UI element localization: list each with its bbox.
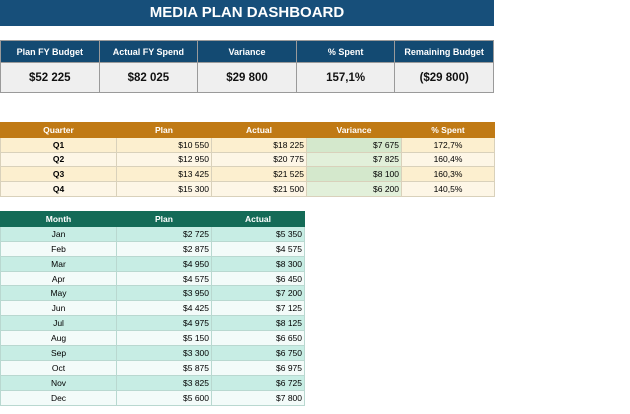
actual-cell[interactable]: $7 800 <box>212 390 305 405</box>
month-header-row <box>1 212 305 227</box>
plan-cell[interactable]: $4 975 <box>117 316 212 331</box>
actual-cell[interactable]: $8 300 <box>212 256 305 271</box>
plan-cell[interactable]: $2 875 <box>117 241 212 256</box>
kpi-header-variance: Variance <box>198 41 297 63</box>
plan-cell[interactable]: $2 725 <box>117 226 212 241</box>
kpi-header-plan-fy-budget: Plan FY Budget <box>1 41 100 63</box>
plan-cell[interactable]: $3 300 <box>117 346 212 361</box>
month-row <box>1 331 305 346</box>
percent-spent-col-header: % Spent <box>402 123 495 138</box>
kpi-value-percent-spent[interactable]: 157,1% <box>296 63 395 93</box>
actual-cell[interactable]: $5 350 <box>212 226 305 241</box>
percent-spent-cell[interactable]: 140,5% <box>402 182 495 197</box>
percent-spent-cell[interactable]: 160,4% <box>402 152 495 167</box>
actual-cell[interactable]: $7 125 <box>212 301 305 316</box>
quarter-header-row <box>1 123 495 138</box>
month-cell[interactable]: May <box>1 286 117 301</box>
kpi-header-row <box>1 41 494 63</box>
month-cell[interactable]: Dec <box>1 390 117 405</box>
kpi-header-remaining-budget: Remaining Budget <box>395 41 494 63</box>
month-cell[interactable]: Sep <box>1 346 117 361</box>
kpi-value-actual-fy-spend[interactable]: $82 025 <box>99 63 198 93</box>
actual-cell[interactable]: $6 750 <box>212 346 305 361</box>
plan-cell[interactable]: $3 825 <box>117 375 212 390</box>
month-table <box>0 211 305 406</box>
month-row <box>1 226 305 241</box>
plan-cell[interactable]: $10 550 <box>117 137 212 152</box>
plan-col-header: Plan <box>117 123 212 138</box>
quarter-cell[interactable]: Q2 <box>1 152 117 167</box>
quarter-cell[interactable]: Q4 <box>1 182 117 197</box>
month-cell[interactable]: Apr <box>1 271 117 286</box>
actual-cell[interactable]: $21 500 <box>212 182 307 197</box>
month-cell[interactable]: Aug <box>1 331 117 346</box>
actual-cell[interactable]: $6 450 <box>212 271 305 286</box>
month-row <box>1 375 305 390</box>
kpi-value-remaining-budget[interactable]: ($29 800) <box>395 63 494 93</box>
actual-cell[interactable]: $7 200 <box>212 286 305 301</box>
month-row <box>1 256 305 271</box>
actual-cell[interactable]: $6 725 <box>212 375 305 390</box>
month-cell[interactable]: Jul <box>1 316 117 331</box>
quarter-row <box>1 137 495 152</box>
kpi-value-row <box>1 63 494 93</box>
quarter-cell[interactable]: Q3 <box>1 167 117 182</box>
month-cell[interactable]: Jan <box>1 226 117 241</box>
month-row <box>1 360 305 375</box>
variance-cell[interactable]: $8 100 <box>307 167 402 182</box>
quarter-col-header: Quarter <box>1 123 117 138</box>
dashboard-title: MEDIA PLAN DASHBOARD <box>0 0 494 26</box>
plan-col-header: Plan <box>117 212 212 227</box>
kpi-summary-table <box>0 40 494 93</box>
actual-col-header: Actual <box>212 212 305 227</box>
percent-spent-cell[interactable]: 172,7% <box>402 137 495 152</box>
month-cell[interactable]: Jun <box>1 301 117 316</box>
variance-cell[interactable]: $7 675 <box>307 137 402 152</box>
month-cell[interactable]: Mar <box>1 256 117 271</box>
month-row <box>1 316 305 331</box>
month-cell[interactable]: Nov <box>1 375 117 390</box>
month-row <box>1 271 305 286</box>
variance-cell[interactable]: $6 200 <box>307 182 402 197</box>
actual-cell[interactable]: $18 225 <box>212 137 307 152</box>
month-row <box>1 390 305 405</box>
plan-cell[interactable]: $4 425 <box>117 301 212 316</box>
month-cell[interactable]: Oct <box>1 360 117 375</box>
actual-cell[interactable]: $6 650 <box>212 331 305 346</box>
plan-cell[interactable]: $5 600 <box>117 390 212 405</box>
month-col-header: Month <box>1 212 117 227</box>
actual-cell[interactable]: $20 775 <box>212 152 307 167</box>
percent-spent-cell[interactable]: 160,3% <box>402 167 495 182</box>
actual-cell[interactable]: $4 575 <box>212 241 305 256</box>
actual-col-header: Actual <box>212 123 307 138</box>
plan-cell[interactable]: $15 300 <box>117 182 212 197</box>
quarter-row <box>1 152 495 167</box>
quarter-cell[interactable]: Q1 <box>1 137 117 152</box>
kpi-header-actual-fy-spend: Actual FY Spend <box>99 41 198 63</box>
actual-cell[interactable]: $8 125 <box>212 316 305 331</box>
kpi-value-plan-fy-budget[interactable]: $52 225 <box>1 63 100 93</box>
plan-cell[interactable]: $5 875 <box>117 360 212 375</box>
quarter-row <box>1 182 495 197</box>
plan-cell[interactable]: $13 425 <box>117 167 212 182</box>
plan-cell[interactable]: $12 950 <box>117 152 212 167</box>
kpi-header-percent-spent: % Spent <box>296 41 395 63</box>
plan-cell[interactable]: $4 575 <box>117 271 212 286</box>
kpi-value-variance[interactable]: $29 800 <box>198 63 297 93</box>
month-row <box>1 301 305 316</box>
variance-col-header: Variance <box>307 123 402 138</box>
quarter-row <box>1 167 495 182</box>
month-row <box>1 346 305 361</box>
plan-cell[interactable]: $5 150 <box>117 331 212 346</box>
plan-cell[interactable]: $4 950 <box>117 256 212 271</box>
plan-cell[interactable]: $3 950 <box>117 286 212 301</box>
month-row <box>1 241 305 256</box>
variance-cell[interactable]: $7 825 <box>307 152 402 167</box>
actual-cell[interactable]: $21 525 <box>212 167 307 182</box>
actual-cell[interactable]: $6 975 <box>212 360 305 375</box>
quarter-table <box>0 122 495 197</box>
month-row <box>1 286 305 301</box>
month-cell[interactable]: Feb <box>1 241 117 256</box>
